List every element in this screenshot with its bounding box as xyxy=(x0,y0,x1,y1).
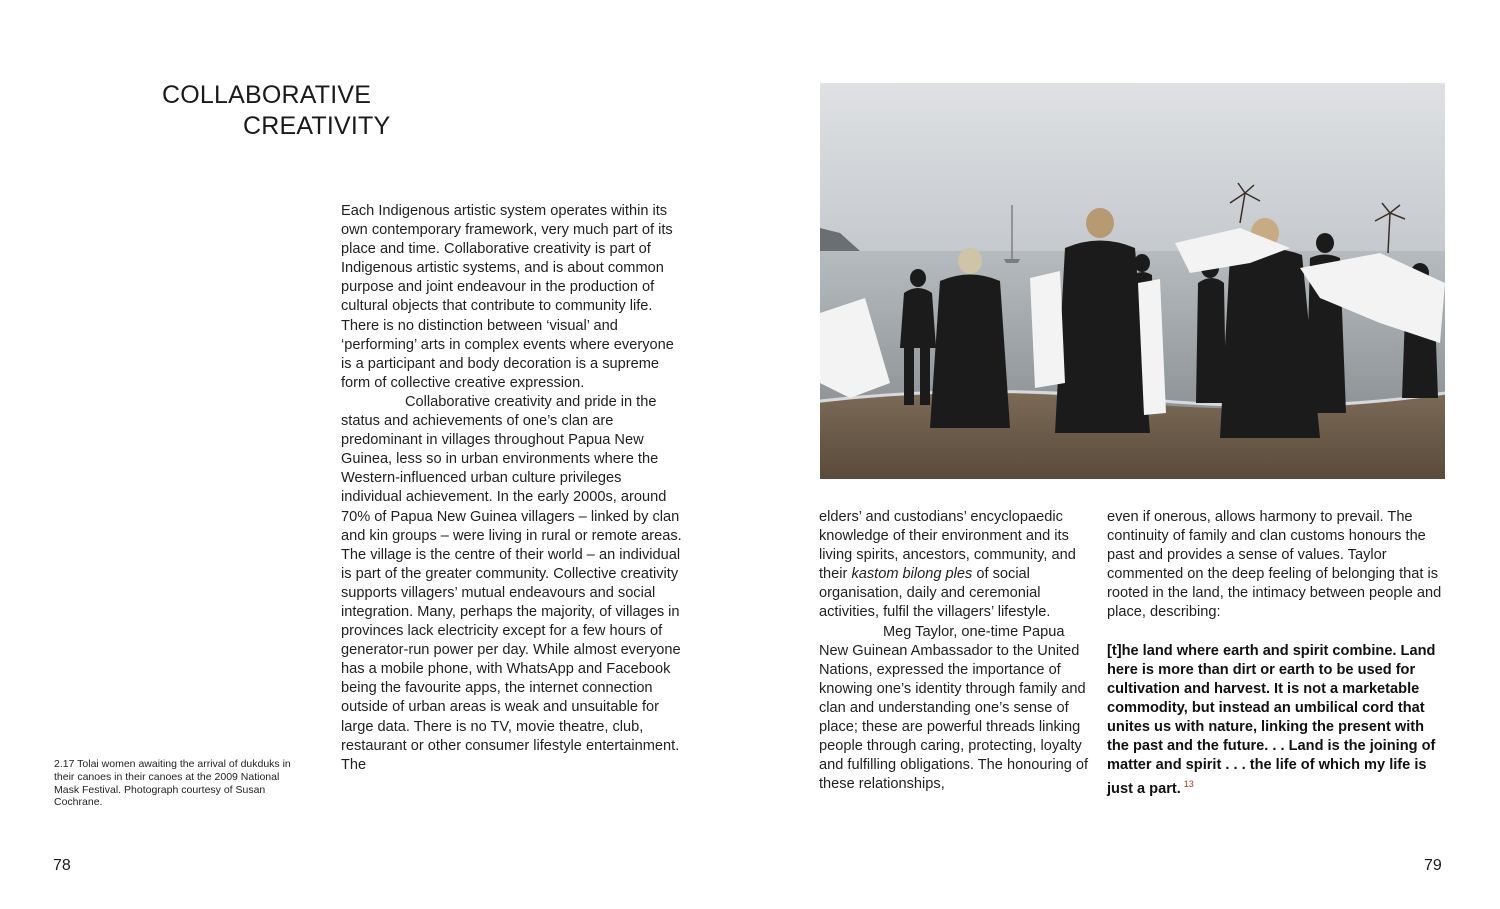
photo-caption: 2.17 Tolai women awaiting the arrival of dukduks in their canoes in their canoes at the 2009 National Mask Festival. Photograph courtesy of Susan Cochrane. xyxy=(54,758,291,809)
body-paragraph: Each Indigenous artistic system operates within its own contemporary framework, very much part of its place and time. Collaborative creativity is part of Indigenous artistic systems, and is about common purpose and joint endeavour in the production of cultural objects that contribute to community life. There is no distinction between ‘visual’ and ‘performing’ arts in complex events where everyone is a participant and body decoration is a supreme form of collective creative expression. xyxy=(341,203,674,391)
chapter-title xyxy=(162,80,390,142)
quote-text: [t]he land where earth and spirit combine. Land here is more than dirt or earth to be used for cultivation and harvest. It is not a marketable commodity, but instead an umbilical cord that unites us with nature, linking the present with the past and the future. . . Land is the joining of matter and spirit . . . the life of which my life is just a part. xyxy=(1107,642,1436,798)
left-body-column xyxy=(341,202,686,775)
title-line-2: CREATIVITY xyxy=(243,112,391,140)
italic-phrase: kastom bilong ples xyxy=(851,566,973,583)
title-line-1: COLLABORATIVE xyxy=(162,81,372,109)
body-paragraph: even if onerous, allows harmony to prevail. The continuity of family and clan customs honours the past and provides a sense of values. Taylor commented on the deep feeling of belonging that is rooted in the land, the intimacy between people and place, describing: xyxy=(1107,509,1442,621)
beach-ceremony-photo xyxy=(820,83,1445,479)
right-body-column-1 xyxy=(819,508,1094,794)
body-paragraph: Meg Taylor, one-time Papua New Guinean Ambassador to the United Nations, expressed the importance of knowing one’s identity through family and clan and understanding one’s sense of place; these are powerful threads linking people through caring, protecting, loyalty and fulfilling obligations. The honouring of these relationships, xyxy=(819,623,1089,793)
footnote-marker[interactable]: 13 xyxy=(1183,779,1194,790)
block-quote xyxy=(1107,642,1447,800)
page-number-left: 78 xyxy=(53,857,71,874)
body-paragraph xyxy=(819,508,1094,623)
page-number-right: 79 xyxy=(1424,857,1442,874)
right-body-column-2 xyxy=(1107,508,1447,799)
body-paragraph: Collaborative creativity and pride in the status and achievements of one’s clan are predominant in villages throughout Papua New Guinea, less so in urban environments where the Western-influenced urban culture privileges individual achievement. In the early 2000s, around 70% of Papua New Guinea villagers – linked by clan and kin groups – were living in rural or remote areas. The village is the centre of their world – an individual is part of the greater community. Collective creativity supports villagers’ mutual endeavours and social integration. Many, perhaps the majority, of villages in provinces lack electricity except for a few hours of generator-run power per day. While almost everyone has a mobile phone, with WhatsApp and Facebook being the favourite apps, the internet connection outside of urban areas is weak and unsuitable for large data. There is no TV, movie theatre, club, restaurant or other consumer lifestyle entertainment. The xyxy=(341,393,682,773)
body-text: elders’ and custodians’ encyclopaedic knowledge of their environment and its living spirits, ancestors, community, and their xyxy=(819,509,1076,583)
photo-illustration xyxy=(820,83,1445,479)
body-text: of social organisation, daily and ceremonial activities, fulfil the villagers’ lifestyle. xyxy=(819,566,1051,621)
